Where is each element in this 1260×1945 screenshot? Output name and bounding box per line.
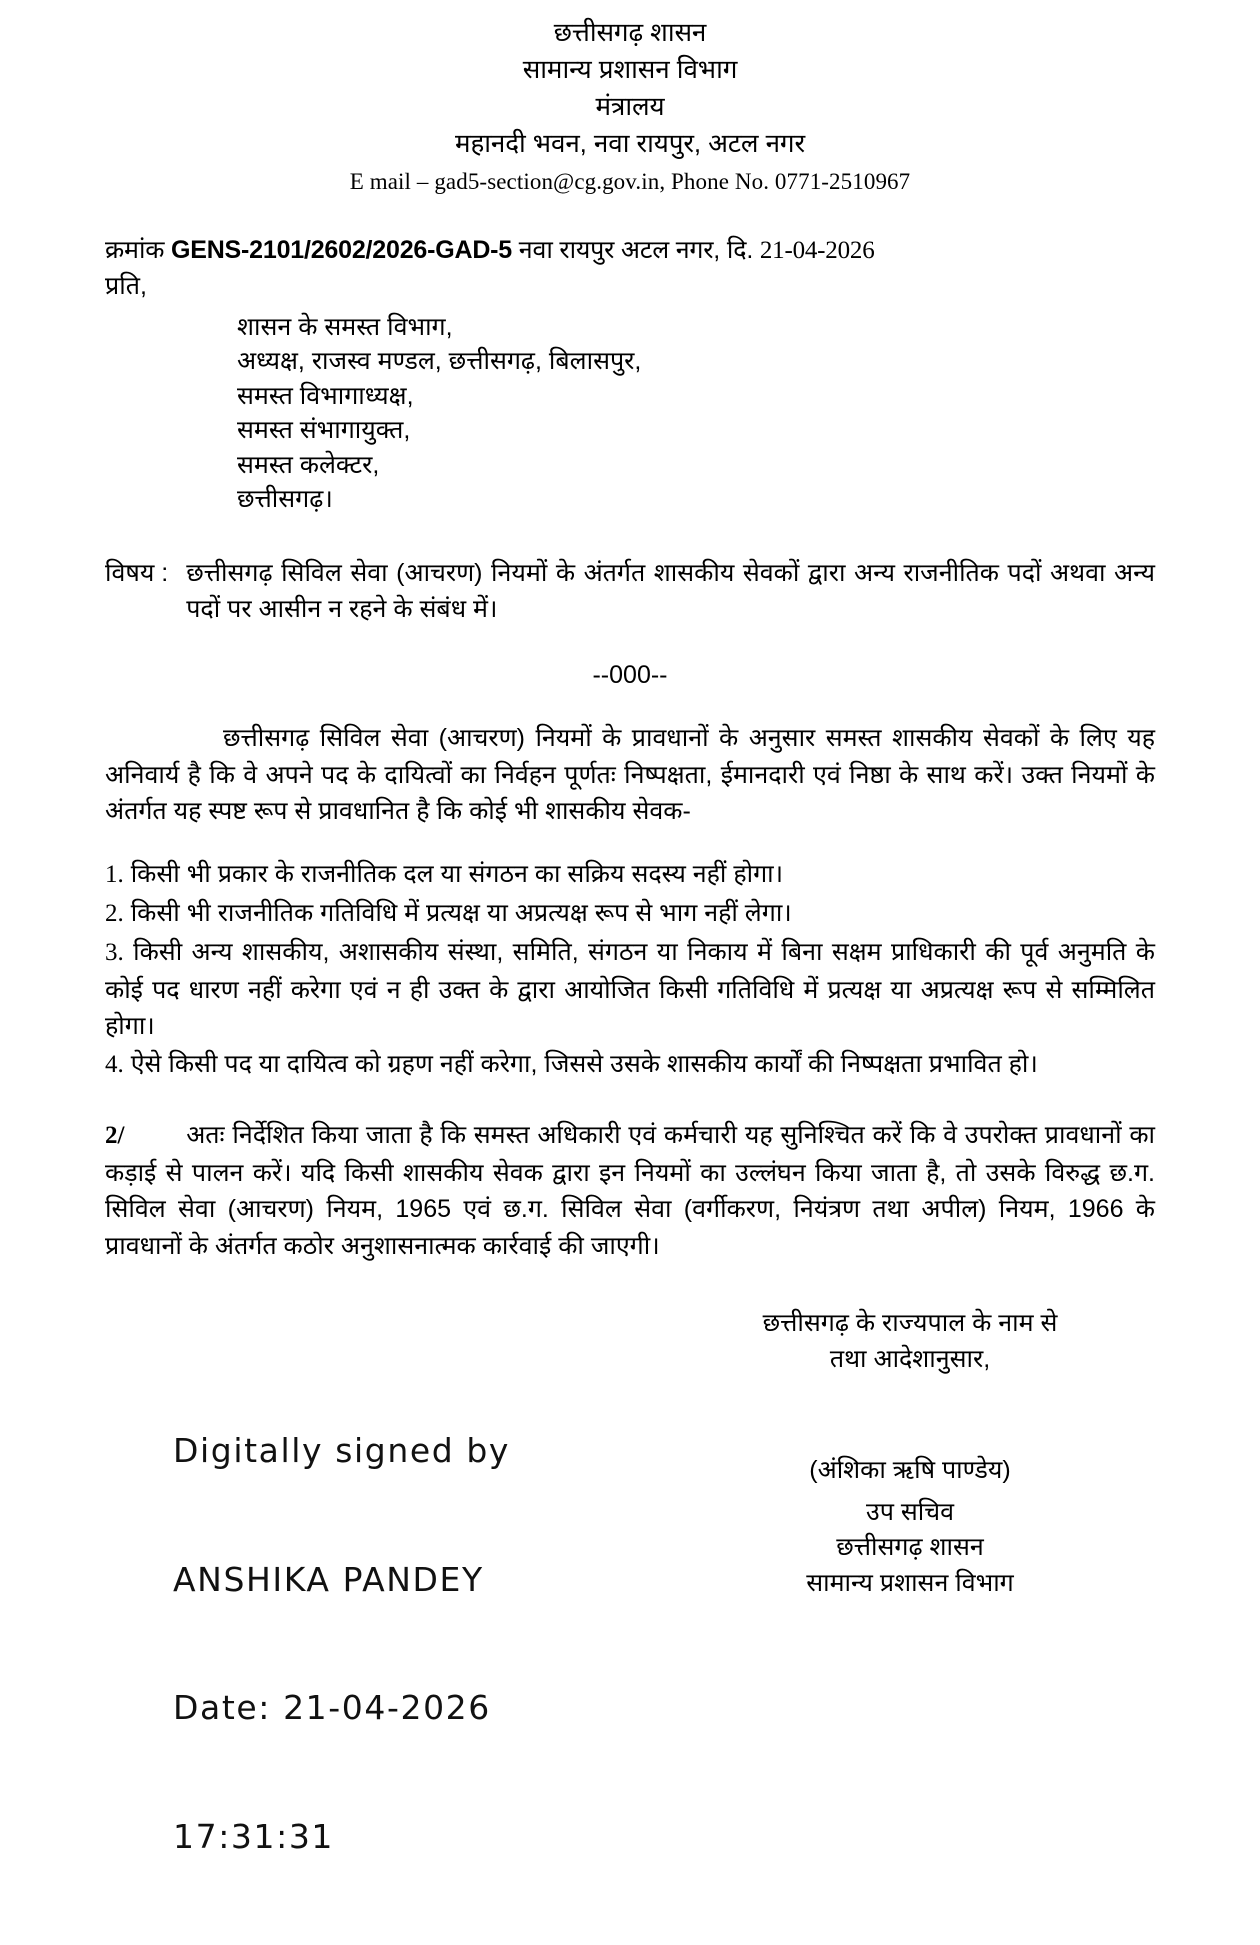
document-page bbox=[105, 0, 1155, 1857]
section-separator: --000-- bbox=[592, 661, 668, 690]
rule-item bbox=[105, 856, 1155, 893]
org-name-state: छत्तीसगढ़ शासन bbox=[553, 17, 707, 47]
paragraph-two bbox=[105, 1117, 1155, 1264]
rule-number: 1. bbox=[105, 860, 124, 888]
addressee-item: समस्त कलेक्टर, bbox=[237, 450, 380, 479]
digital-signature-stamp bbox=[173, 1344, 510, 1944]
rules-list bbox=[105, 856, 1155, 1084]
subject-block bbox=[105, 555, 1155, 628]
rule-item bbox=[105, 1046, 1155, 1083]
rule-number: 3. bbox=[105, 939, 124, 967]
signer-designation: उप सचिव bbox=[866, 1497, 954, 1526]
reference-place: नवा रायपुर अटल नगर, bbox=[518, 235, 721, 264]
subject-label: विषय : bbox=[105, 558, 169, 587]
rule-item bbox=[105, 934, 1155, 1044]
addressee-item: छत्तीसगढ़। bbox=[237, 485, 333, 514]
to-label: प्रति, bbox=[105, 271, 147, 300]
paragraph-two-text: अतः निर्देशित किया जाता है कि समस्त अधिकारी एवं कर्मचारी यह सुनिश्चित करें कि वे उपरोक्त प्रावधानों का कड़ाई से पालन करें। यदि किसी शासकीय सेवक द्वारा इन नियमों का उल्लंघन किया जाता है, तो उसके विरुद्ध छ.ग. सिविल सेवा (आचरण) नियम, 1965 एवं छ.ग. सिविल सेवा (वर्गीकरण, नियंत्रण तथा अपील) नियम, 1966 के प्रावधानों के अंतर्गत कठोर अनुशासनात्मक कार्रवाई की जाएगी। bbox=[105, 1121, 1155, 1260]
closing-line-order: तथा आदेशानुसार, bbox=[829, 1344, 991, 1373]
org-name-secretariat: मंत्रालय bbox=[595, 90, 665, 121]
addressee-list bbox=[237, 310, 1155, 517]
digital-signature-signer: ANSHIKA PANDEY bbox=[173, 1559, 484, 1599]
closing-section bbox=[105, 1306, 1155, 1857]
org-name-department: सामान्य प्रशासन विभाग bbox=[522, 53, 738, 84]
rule-text: किसी अन्य शासकीय, अशासकीय संस्था, समिति, संगठन या निकाय में बिना सक्षम प्राधिकारी की पूर्व अनुमति के कोई पद धारण नहीं करेगा एवं न ही उक्त के द्वारा आयोजित किसी गतिविधि में प्रत्यक्ष या अप्रत्यक्ष रूप से सम्मिलित होगा। bbox=[105, 938, 1155, 1040]
addressee-item: समस्त विभागाध्यक्ष, bbox=[237, 381, 414, 410]
letterhead bbox=[105, 0, 1155, 198]
reference-date-label: दि. bbox=[726, 235, 754, 264]
org-address: महानदी भवन, नवा रायपुर, अटल नगर bbox=[455, 127, 805, 158]
signer-org-department: सामान्य प्रशासन विभाग bbox=[806, 1568, 1014, 1597]
subject-text: छत्तीसगढ़ सिविल सेवा (आचरण) नियमों के अंतर्गत शासकीय सेवकों द्वारा अन्य राजनीतिक पदों अथवा अन्य पदों पर आसीन न रहने के संबंध में। bbox=[186, 558, 1155, 624]
digital-signature-date: Date: 21-04-2026 bbox=[173, 1688, 491, 1728]
addressee-item: समस्त संभागायुक्त, bbox=[237, 416, 411, 445]
signer-name: (अंशिका ऋषि पाण्डेय) bbox=[809, 1456, 1011, 1485]
digital-signature-time: 17:31:31 bbox=[173, 1817, 335, 1857]
rule-text: ऐसे किसी पद या दायित्व को ग्रहण नहीं करेगा, जिससे उसके शासकीय कार्यों की निष्पक्षता प्रभावित हो। bbox=[130, 1050, 1038, 1079]
addressee-item: शासन के समस्त विभाग, bbox=[237, 312, 453, 341]
rule-number: 2. bbox=[105, 900, 124, 928]
closing-line-governor: छत्तीसगढ़ के राज्यपाल के नाम से bbox=[762, 1309, 1058, 1338]
rule-number: 4. bbox=[105, 1051, 124, 1079]
rule-text: किसी भी राजनीतिक गतिविधि में प्रत्यक्ष या अप्रत्यक्ष रूप से भाग नहीं लेगा। bbox=[130, 899, 792, 928]
signer-block bbox=[665, 1453, 1155, 1601]
org-contact-line: E mail – gad5-section@cg.gov.in, Phone No. 0771-2510967 bbox=[349, 168, 911, 194]
reference-date: 21-04-2026 bbox=[759, 236, 875, 264]
closing-right-block bbox=[665, 1306, 1155, 1601]
intro-paragraph: छत्तीसगढ़ सिविल सेवा (आचरण) नियमों के प्रावधानों के अनुसार समस्त शासकीय सेवकों के लिए यह अनिवार्य है कि वे अपने पद के दायित्वों का निर्वहन पूर्णतः निष्पक्षता, ईमानदारी एवं निष्ठा के साथ करें। उक्त नियमों के अंतर्गत यह स्पष्ट रूप से प्रावधानित है कि कोई भी शासकीय सेवक- bbox=[105, 724, 1155, 826]
addressee-item: अध्यक्ष, राजस्व मण्डल, छत्तीसगढ़, बिलासपुर, bbox=[237, 347, 642, 376]
paragraph-two-marker: 2/ bbox=[105, 1122, 125, 1150]
rule-item bbox=[105, 895, 1155, 932]
rule-text: किसी भी प्रकार के राजनीतिक दल या संगठन का सक्रिय सदस्य नहीं होगा। bbox=[130, 859, 784, 888]
reference-number: GENS-2101/2602/2026-GAD-5 bbox=[170, 235, 513, 264]
reference-label: क्रमांक bbox=[105, 235, 165, 264]
signer-org-state: छत्तीसगढ़ शासन bbox=[836, 1533, 984, 1562]
reference-line bbox=[105, 232, 1155, 266]
digital-signature-line1: Digitally signed by bbox=[173, 1431, 511, 1471]
